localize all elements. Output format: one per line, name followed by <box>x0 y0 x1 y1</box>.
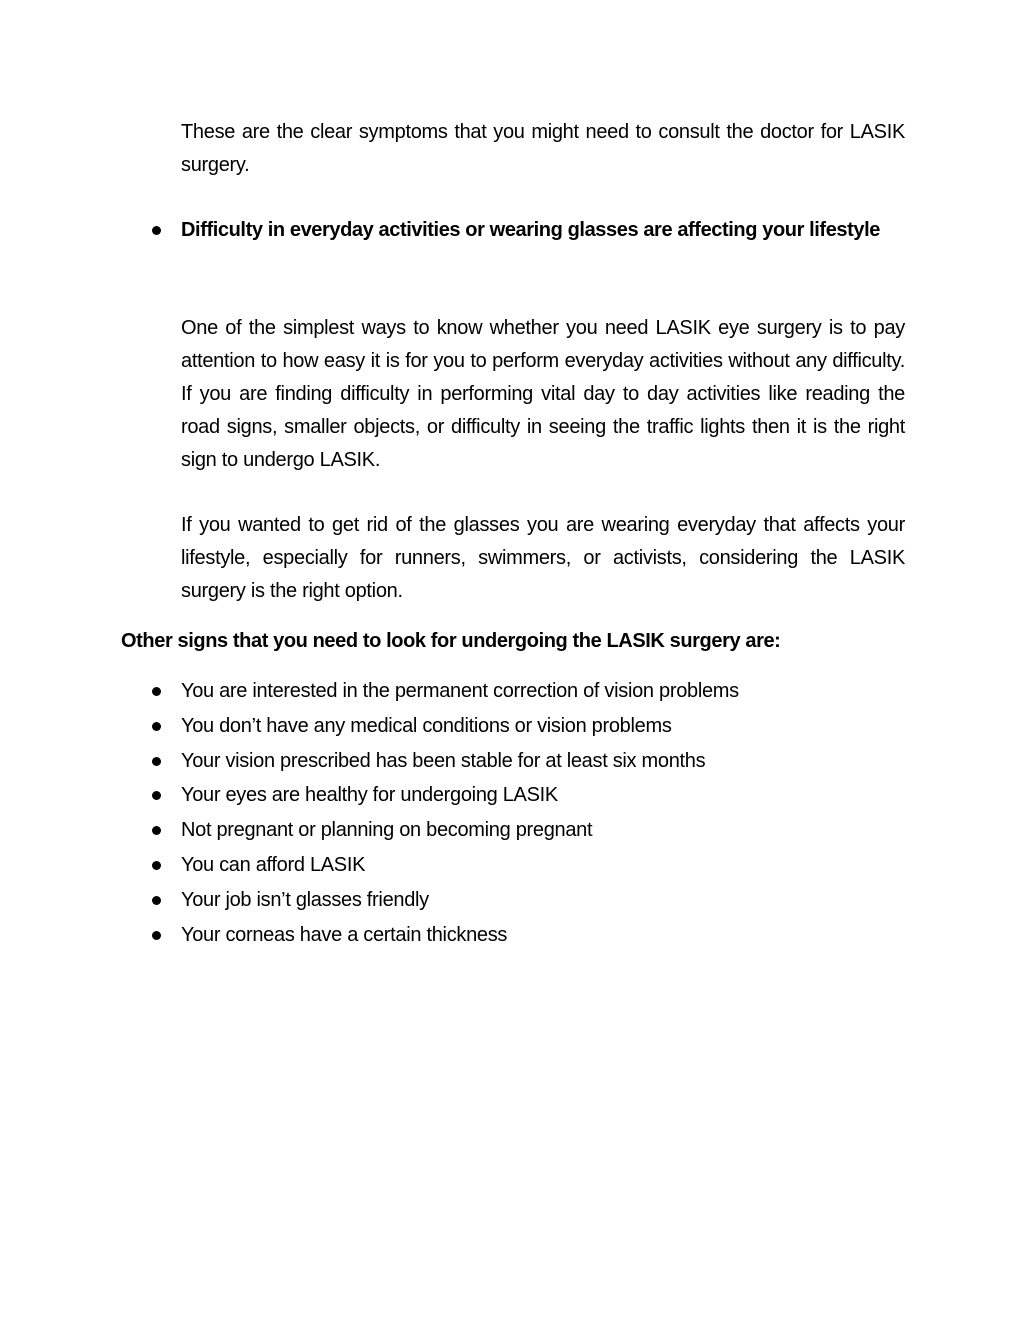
list-item <box>0 919 1024 954</box>
list-item-text: Your vision prescribed has been stable for at least six months <box>181 749 706 772</box>
difficulty-heading: Difficulty in everyday activities or wearing glasses are affecting your lifestyle <box>181 219 880 241</box>
list-item <box>0 710 1024 745</box>
other-signs-list <box>0 675 1024 953</box>
bullet-icon <box>152 722 161 731</box>
list-item <box>0 675 1024 710</box>
list-item-text: You can afford LASIK <box>181 853 366 876</box>
list-item <box>0 779 1024 814</box>
bullet-icon <box>152 757 161 766</box>
bullet-icon <box>152 861 161 870</box>
list-item-text: Not pregnant or planning on becoming pregnant <box>181 819 593 842</box>
bullet-icon <box>152 826 161 835</box>
bullet-icon <box>152 687 161 696</box>
list-item-text: Your eyes are healthy for undergoing LASIK <box>181 784 558 807</box>
intro-paragraph: These are the clear symptoms that you might need to consult the doctor for LASIK surgery. <box>181 121 905 176</box>
other-signs-heading: Other signs that you need to look for undergoing the LASIK surgery are: <box>121 630 781 652</box>
list-item <box>0 884 1024 919</box>
list-item-text: Your corneas have a certain thickness <box>181 923 508 946</box>
bullet-icon <box>152 226 161 235</box>
bullet-icon <box>152 931 161 940</box>
list-item-text: You don’t have any medical conditions or vision problems <box>181 714 672 737</box>
list-item-text: You are interested in the permanent correction of vision problems <box>181 680 739 702</box>
list-item <box>0 814 1024 849</box>
list-item <box>0 849 1024 884</box>
list-item-text: Your job isn’t glasses friendly <box>181 888 429 911</box>
difficulty-paragraph-1: One of the simplest ways to know whether you need LASIK eye surgery is to pay attention to how easy it is for you to perform everyday activities without any difficulty. If you are finding difficulty in performing vital day to day activities like reading the road signs, smaller objects, or difficulty in seeing the traffic lights then it is the right sign to undergo LASIK. <box>181 317 905 471</box>
bullet-icon <box>152 791 161 800</box>
difficulty-paragraph-2: If you wanted to get rid of the glasses you are wearing everyday that affects your lifestyle, especially for runners, swimmers, or activists, considering the LASIK surgery is the right option. <box>181 514 905 602</box>
bullet-icon <box>152 896 161 905</box>
list-item <box>0 745 1024 780</box>
